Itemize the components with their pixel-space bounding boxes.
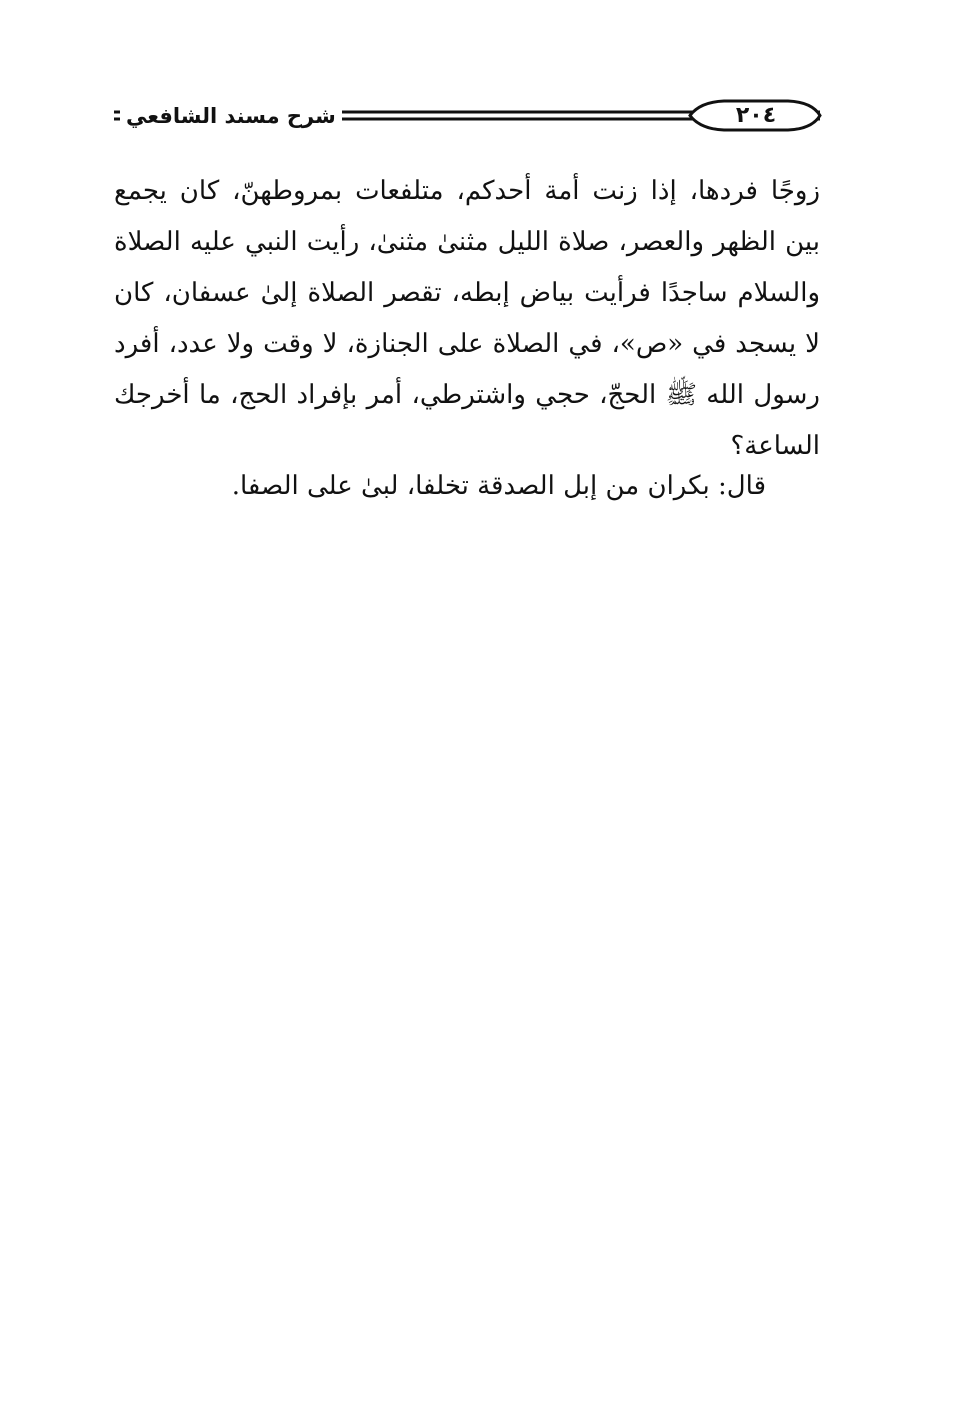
book-title: شرح مسند الشافعي xyxy=(120,101,342,131)
main-paragraph: زوجًا فردها، إذا زنت أمة أحدكم، متلفعات بمروطهنّ، كان يجمع بين الظهر والعصر، صلاة الليل مثنىٰ مثنىٰ، رأيت النبي عليه الصلاة والسلام ساجدًا فرأيت بياض إبطه، تقصر الصلاة إلىٰ عسفان، كان لا يسجد في «ص»، في الصلاة على الجنازة، لا وقت ولا عدد، أفرد رسول الله ﷺ الحجّ، حجي واشترطي، أمر بإفراد الحج، ما أخرجك الساعة؟ xyxy=(114,176,820,461)
book-title-wrap xyxy=(120,98,342,134)
running-header xyxy=(112,98,822,134)
page-number: ٢٠٤ xyxy=(735,103,777,128)
answer-line: قال: بكران من إبل الصدقة تخلفا، لبىٰ على الصفا. xyxy=(231,471,766,501)
